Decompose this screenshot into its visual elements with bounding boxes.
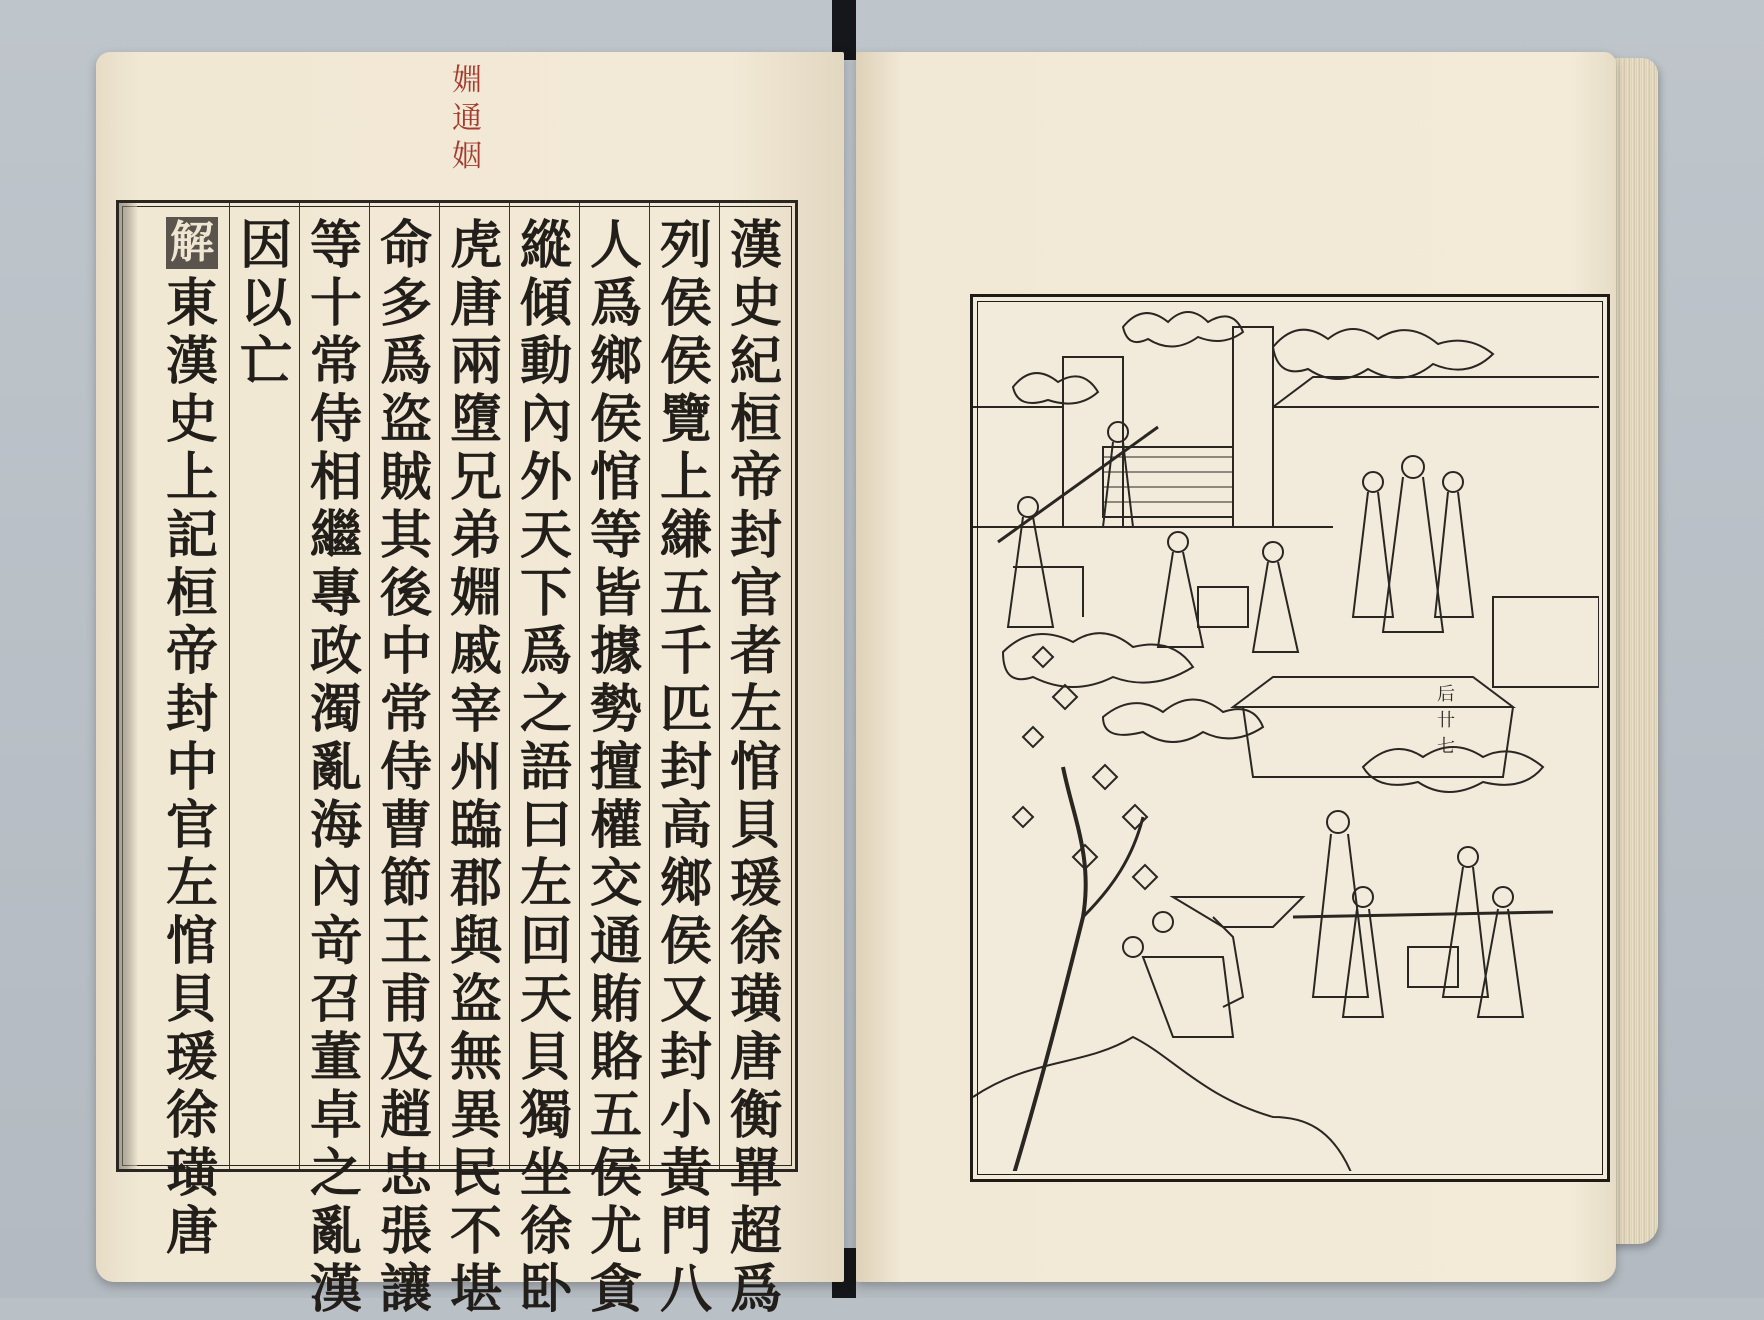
text-char: 常 — [379, 679, 432, 740]
text-char: 門 — [659, 1201, 712, 1262]
illustration-drawing — [973, 297, 1599, 1171]
text-char: 封 — [729, 505, 782, 566]
text-char: 東 — [165, 273, 218, 334]
text-char: 封 — [659, 1027, 712, 1088]
text-char: 侯 — [589, 1143, 642, 1204]
text-char: 繼 — [309, 505, 362, 566]
text-frame — [116, 200, 798, 1320]
commentary-label: 解 — [166, 217, 218, 269]
text-char: 賊 — [379, 447, 432, 508]
text-char: 侯 — [659, 331, 712, 392]
column-text — [450, 217, 502, 1319]
leaf-number — [1432, 680, 1460, 758]
woodblock-illustration — [970, 294, 1610, 1182]
text-char: 單 — [729, 1143, 782, 1204]
column-text — [380, 217, 432, 1319]
text-char: 匹 — [659, 679, 712, 740]
text-char: 回 — [519, 911, 572, 972]
text-char: 命 — [379, 215, 432, 276]
text-char: 濁 — [309, 679, 362, 740]
text-char: 獨 — [519, 1085, 572, 1146]
text-char: 政 — [309, 621, 362, 682]
text-char: 帝 — [165, 621, 218, 682]
text-char: 侍 — [309, 389, 362, 450]
text-char: 侍 — [379, 737, 432, 798]
text-char: 之 — [519, 679, 572, 740]
text-char: 尤 — [589, 1201, 642, 1262]
text-char: 封 — [659, 737, 712, 798]
text-column — [721, 217, 791, 1319]
text-char: 宰 — [449, 679, 502, 740]
text-char: 曹 — [379, 795, 432, 856]
text-char: 與 — [449, 911, 502, 972]
text-char: 爲 — [379, 331, 432, 392]
text-char: 兩 — [449, 331, 502, 392]
text-char: 賂 — [589, 1027, 642, 1088]
text-column — [651, 217, 721, 1319]
text-char: 語 — [519, 737, 572, 798]
text-char: 州 — [449, 737, 502, 798]
text-char: 通 — [589, 911, 642, 972]
text-char: 後 — [379, 563, 432, 624]
text-char: 內 — [519, 389, 572, 450]
text-char: 王 — [379, 911, 432, 972]
text-char: 史 — [165, 389, 218, 450]
text-char: 貪 — [589, 1259, 642, 1320]
text-char: 爲 — [519, 621, 572, 682]
text-char: 侯 — [659, 273, 712, 334]
text-char: 因 — [239, 215, 292, 276]
text-char: 不 — [449, 1201, 502, 1262]
red-margin-note — [444, 62, 490, 176]
leaf-number-char: 后 — [1437, 684, 1455, 705]
text-char: 徐 — [729, 911, 782, 972]
text-char: 皆 — [589, 563, 642, 624]
text-char: 權 — [589, 795, 642, 856]
text-char: 帝 — [729, 447, 782, 508]
text-char: 其 — [379, 505, 432, 566]
column-text — [660, 217, 712, 1319]
column-rule — [229, 203, 230, 1169]
text-char: 忠 — [379, 1143, 432, 1204]
text-char: 五 — [659, 563, 712, 624]
text-char: 趙 — [379, 1085, 432, 1146]
text-char: 漢 — [729, 215, 782, 276]
fold-edge — [119, 203, 137, 1169]
margin-note-char: 通 — [452, 101, 482, 136]
column-text — [520, 217, 572, 1319]
text-char: 漢 — [309, 1259, 362, 1320]
text-char: 盗 — [449, 969, 502, 1030]
text-char: 賄 — [589, 969, 642, 1030]
text-char: 動 — [519, 331, 572, 392]
column-text — [730, 217, 782, 1319]
text-char: 民 — [449, 1143, 502, 1204]
text-char: 悺 — [165, 911, 218, 972]
text-char: 戚 — [449, 621, 502, 682]
text-char: 專 — [309, 563, 362, 624]
text-char: 中 — [165, 737, 218, 798]
text-char: 侯 — [659, 911, 712, 972]
text-char: 亂 — [309, 1201, 362, 1262]
text-char: 擅 — [589, 737, 642, 798]
text-char: 節 — [379, 853, 432, 914]
text-column — [371, 217, 441, 1319]
text-char: 兄 — [449, 447, 502, 508]
text-char: 郡 — [449, 853, 502, 914]
text-char: 卓 — [309, 1085, 362, 1146]
text-char: 又 — [659, 969, 712, 1030]
text-char: 墮 — [449, 389, 502, 450]
text-char: 中 — [379, 621, 432, 682]
text-char: 上 — [659, 447, 712, 508]
text-char: 董 — [309, 1027, 362, 1088]
text-column — [511, 217, 581, 1319]
text-column — [441, 217, 511, 1319]
text-char: 縑 — [659, 505, 712, 566]
text-char: 璜 — [165, 1143, 218, 1204]
column-text — [590, 217, 642, 1319]
text-char: 千 — [659, 621, 712, 682]
text-char: 召 — [309, 969, 362, 1030]
text-char: 超 — [729, 1201, 782, 1262]
text-char: 唐 — [165, 1201, 218, 1262]
text-char: 張 — [379, 1201, 432, 1262]
text-char: 人 — [589, 215, 642, 276]
margin-note-char: 婣 — [452, 63, 482, 98]
text-char: 桓 — [165, 563, 218, 624]
text-char: 天 — [519, 505, 572, 566]
text-char: 徐 — [519, 1201, 572, 1262]
text-char: 史 — [729, 273, 782, 334]
text-char: 唐 — [729, 1027, 782, 1088]
text-char: 桓 — [729, 389, 782, 450]
text-char: 及 — [379, 1027, 432, 1088]
text-char: 爲 — [589, 273, 642, 334]
text-char: 交 — [589, 853, 642, 914]
text-char: 璜 — [729, 969, 782, 1030]
text-char: 五 — [589, 1085, 642, 1146]
text-char: 等 — [589, 505, 642, 566]
column-text — [166, 275, 218, 1261]
text-char: 之 — [309, 1143, 362, 1204]
text-char: 貝 — [729, 795, 782, 856]
text-char: 官 — [729, 563, 782, 624]
text-char: 高 — [659, 795, 712, 856]
text-char: 弟 — [449, 505, 502, 566]
text-char: 海 — [309, 795, 362, 856]
text-char: 紀 — [729, 331, 782, 392]
leaf-number-char: 七 — [1437, 736, 1455, 757]
text-char: 亡 — [239, 331, 292, 392]
text-char: 唐 — [449, 273, 502, 334]
text-char: 虎 — [449, 215, 502, 276]
text-char: 封 — [165, 679, 218, 740]
text-char: 悺 — [589, 447, 642, 508]
text-char: 下 — [519, 563, 572, 624]
text-char: 記 — [165, 505, 218, 566]
text-char: 曰 — [519, 795, 572, 856]
text-char: 讓 — [379, 1259, 432, 1320]
text-char: 以 — [239, 273, 292, 334]
text-char: 瑗 — [729, 853, 782, 914]
text-char: 左 — [165, 853, 218, 914]
text-char: 左 — [729, 679, 782, 740]
text-char: 徐 — [165, 1085, 218, 1146]
column-text — [310, 217, 362, 1319]
text-column — [581, 217, 651, 1319]
text-char: 上 — [165, 447, 218, 508]
text-char: 爲 — [729, 1259, 782, 1320]
text-char: 坐 — [519, 1143, 572, 1204]
margin-note-char: 姻 — [452, 139, 482, 174]
text-char: 相 — [309, 447, 362, 508]
text-char: 官 — [165, 795, 218, 856]
text-char: 八 — [659, 1259, 712, 1320]
text-char: 婣 — [449, 563, 502, 624]
text-char: 盗 — [379, 389, 432, 450]
text-char: 卧 — [519, 1259, 572, 1320]
text-char: 鄉 — [659, 853, 712, 914]
text-char: 竒 — [309, 911, 362, 972]
top-binding-clip — [832, 0, 856, 60]
text-char: 傾 — [519, 273, 572, 334]
text-char: 列 — [659, 215, 712, 276]
text-char: 常 — [309, 331, 362, 392]
text-char: 左 — [519, 853, 572, 914]
text-char: 甫 — [379, 969, 432, 1030]
text-char: 多 — [379, 273, 432, 334]
text-char: 據 — [589, 621, 642, 682]
text-char: 外 — [519, 447, 572, 508]
text-char: 漢 — [165, 331, 218, 392]
text-char: 黃 — [659, 1143, 712, 1204]
text-column — [231, 217, 301, 391]
text-char: 瑗 — [165, 1027, 218, 1088]
column-text — [240, 217, 292, 391]
commentary-column — [157, 217, 227, 1261]
text-char: 縱 — [519, 215, 572, 276]
text-char: 異 — [449, 1085, 502, 1146]
text-char: 悺 — [729, 737, 782, 798]
leaf-number-char: 卄 — [1437, 710, 1455, 731]
text-char: 覽 — [659, 389, 712, 450]
text-column — [301, 217, 371, 1319]
text-char: 內 — [309, 853, 362, 914]
text-char: 貝 — [519, 1027, 572, 1088]
text-char: 亂 — [309, 737, 362, 798]
text-char: 衡 — [729, 1085, 782, 1146]
text-char: 天 — [519, 969, 572, 1030]
text-char: 臨 — [449, 795, 502, 856]
text-char: 勢 — [589, 679, 642, 740]
text-char: 者 — [729, 621, 782, 682]
text-char: 堪 — [449, 1259, 502, 1320]
text-char: 鄉 — [589, 331, 642, 392]
text-char: 貝 — [165, 969, 218, 1030]
text-char: 侯 — [589, 389, 642, 450]
text-char: 等 — [309, 215, 362, 276]
text-char: 小 — [659, 1085, 712, 1146]
text-char: 十 — [309, 273, 362, 334]
text-char: 無 — [449, 1027, 502, 1088]
